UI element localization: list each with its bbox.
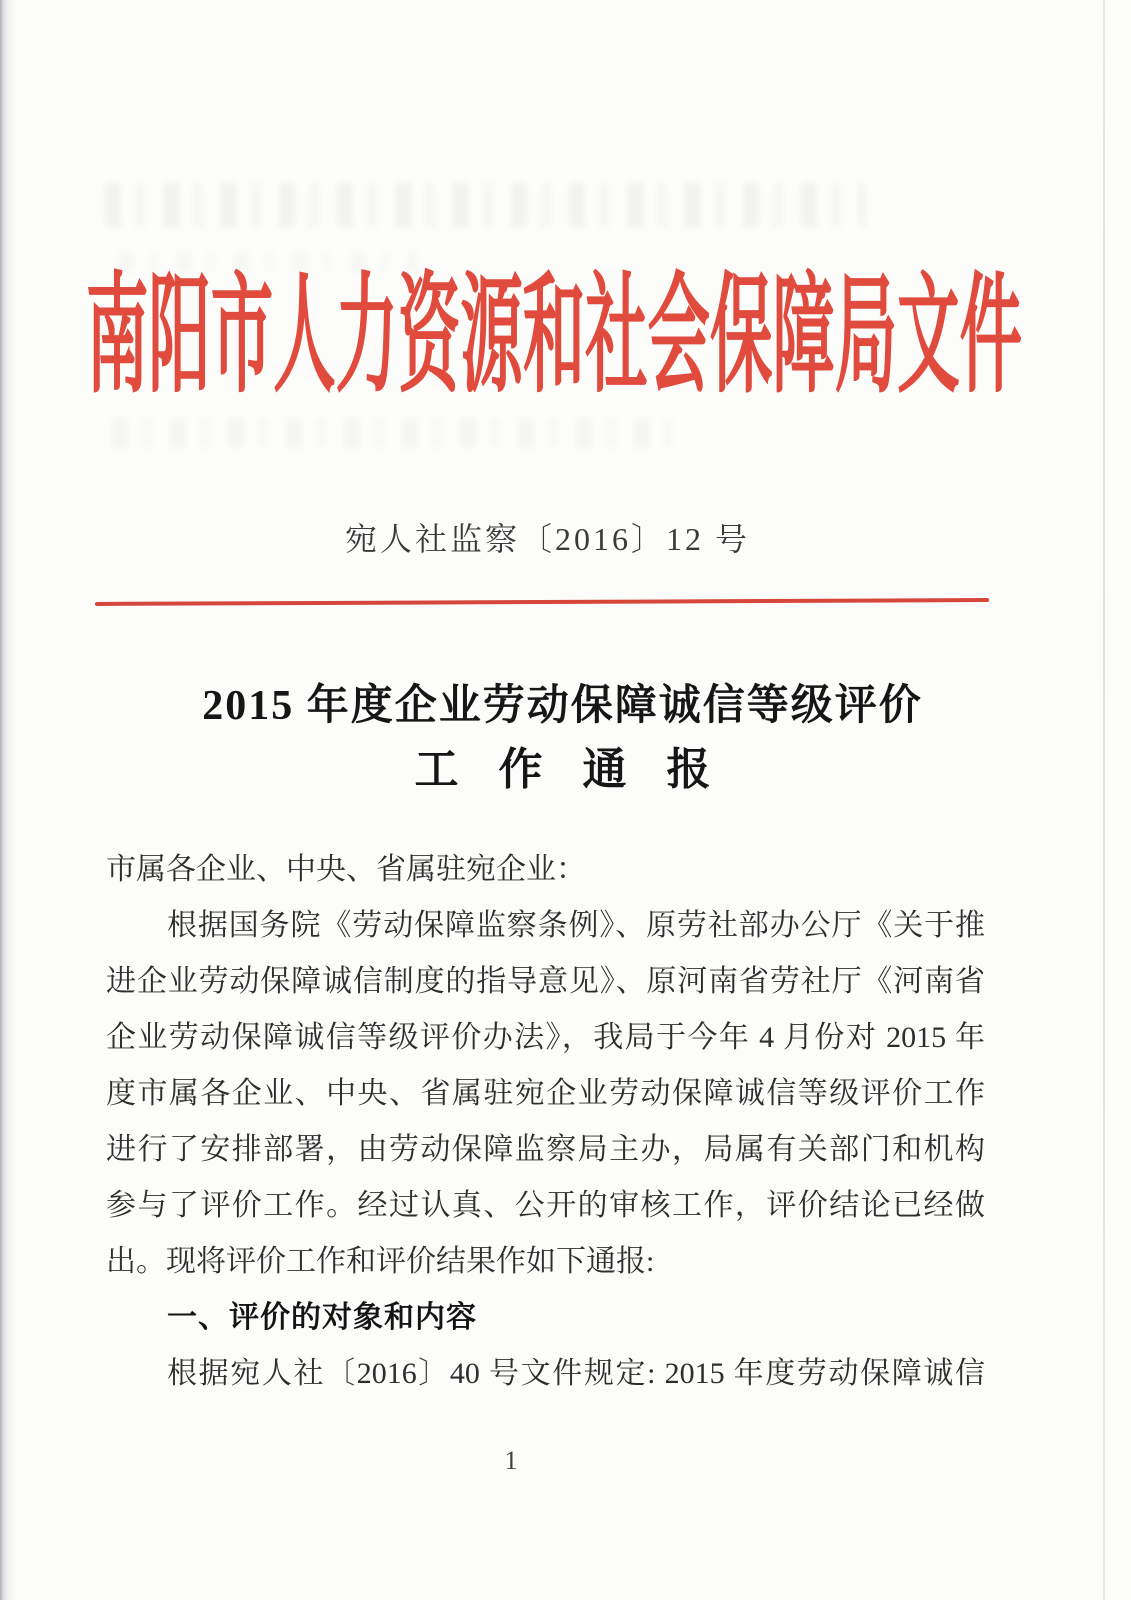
- red-header-rule: [95, 598, 989, 606]
- ink-bleed-artifact: [105, 183, 865, 227]
- body-line: 进企业劳动保障诚信制度的指导意见》、原河南省劳社厅《河南省: [106, 965, 985, 998]
- body-line: 根据国务院《劳动保障监察条例》、原劳社部办公厅《关于推: [167, 909, 985, 942]
- scan-edge-shadow: [0, 0, 16, 1600]
- document-title-line2-text: 工作通报: [414, 745, 751, 794]
- ink-bleed-artifact: [112, 418, 672, 448]
- body-line: 参与了评价工作。经过认真、公开的审核工作，评价结论已经做: [106, 1189, 985, 1222]
- body-line: 进行了安排部署，由劳动保障监察局主办，局属有关部门和机构: [106, 1133, 985, 1166]
- document-title-line2: [0, 733, 1125, 797]
- paper-edge-seam: [1103, 0, 1105, 1600]
- document-number: 宛人社监察〔2016〕12 号: [344, 521, 750, 557]
- body-line: 根据宛人社〔2016〕40 号文件规定: 2015 年度劳动保障诚信: [167, 1357, 985, 1390]
- document-body: [106, 842, 985, 1402]
- body-line: 企业劳动保障诚信等级评价办法》，我局于今年 4 月份对 2015 年: [106, 1021, 985, 1054]
- section-heading: 一、评价的对象和内容: [167, 1301, 477, 1334]
- body-line: 度市属各企业、中央、省属驻宛企业劳动保障诚信等级评价工作: [106, 1077, 985, 1110]
- page-number: 1: [504, 1446, 518, 1475]
- salutation-line: 市属各企业、中央、省属驻宛企业：: [106, 853, 586, 886]
- body-line: 出。现将评价工作和评价结果作如下通报:: [106, 1245, 655, 1278]
- document-title-line1: 2015 年度企业劳动保障诚信等级评价: [202, 683, 923, 729]
- agency-header-title: 南阳市人力资源和社会保障局文件: [85, 265, 1023, 409]
